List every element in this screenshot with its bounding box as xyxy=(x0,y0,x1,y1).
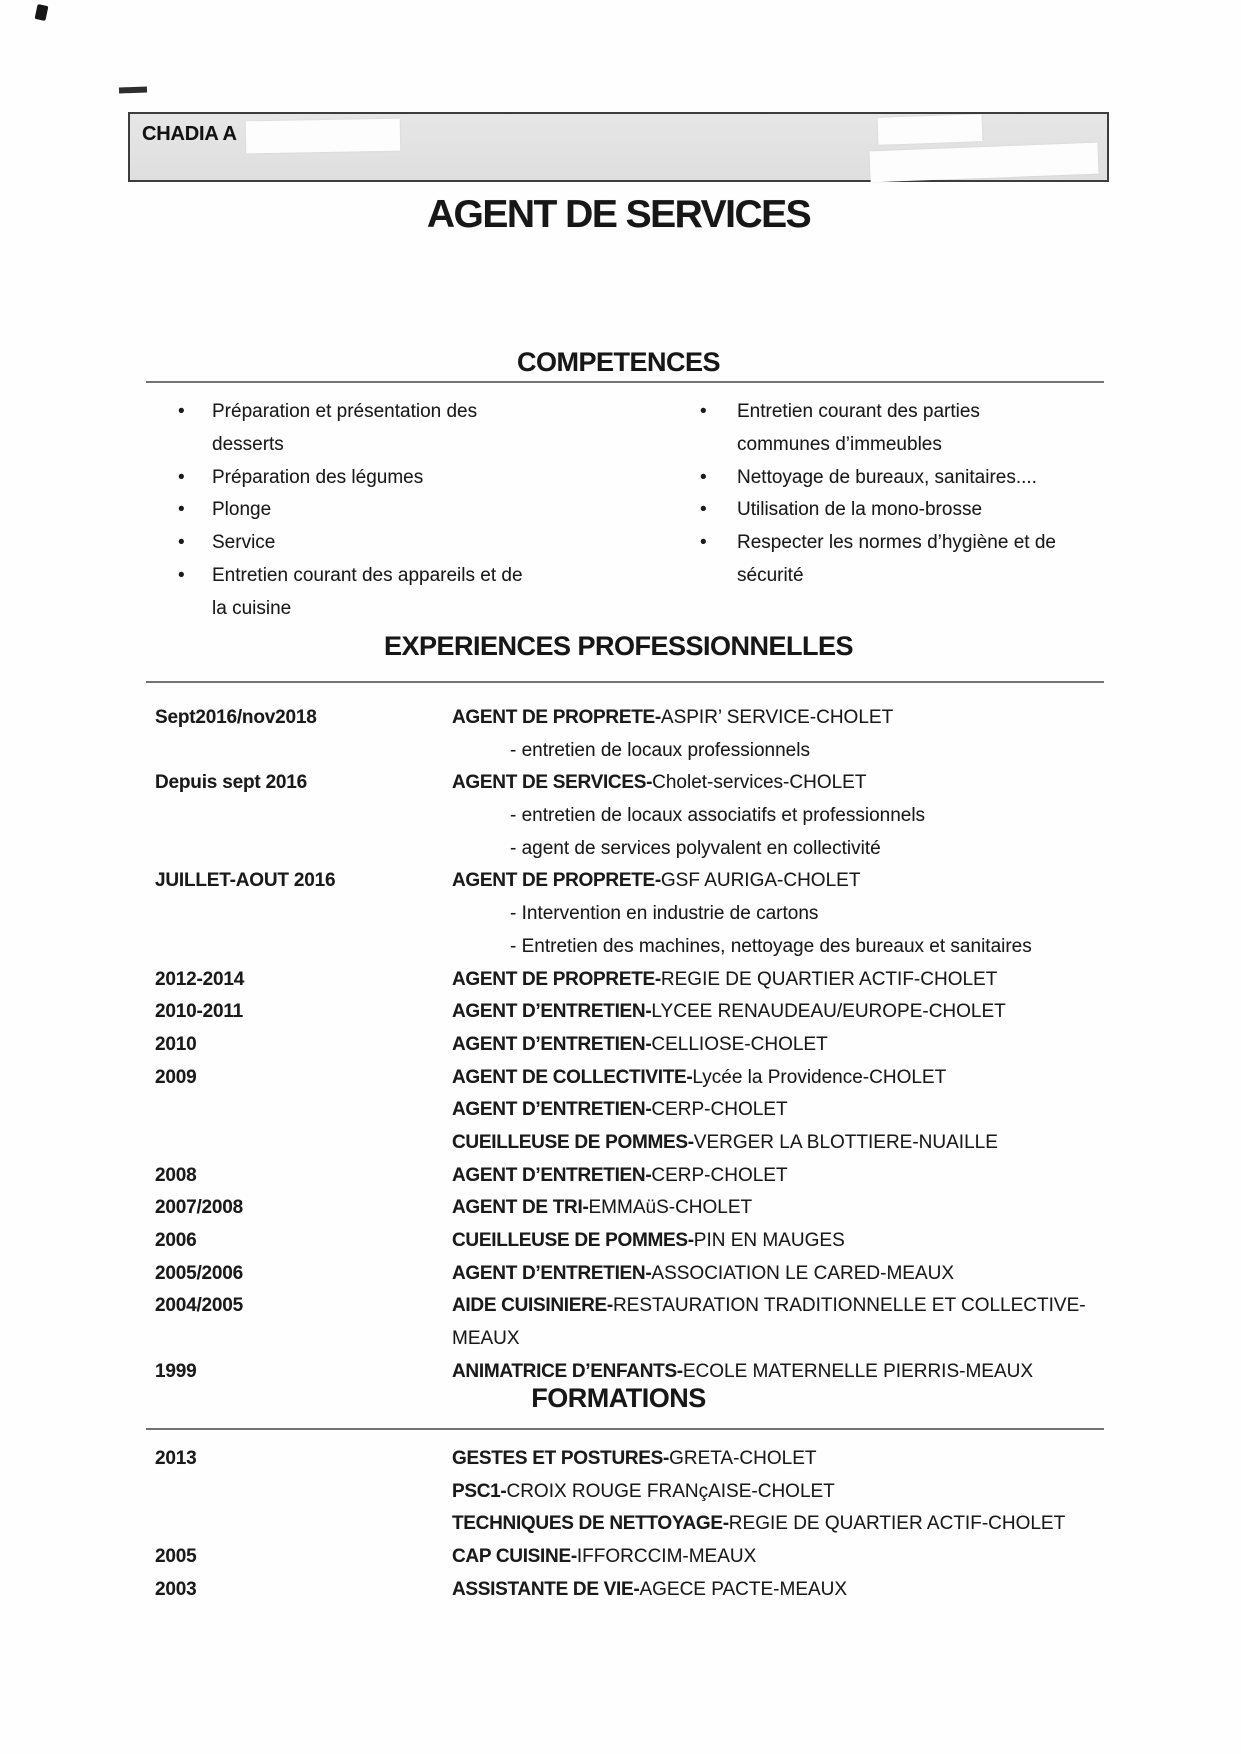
list-item xyxy=(178,494,537,527)
experience-date xyxy=(155,833,452,866)
experience-description xyxy=(452,996,1107,1029)
section-divider xyxy=(146,1428,1104,1430)
job-title: CUEILLEUSE DE POMMES- xyxy=(452,1131,694,1153)
job-detail: - agent de services polyvalent en collectivité xyxy=(510,837,881,859)
formation-row xyxy=(155,1476,1107,1509)
competence-text: • Entretien courant des parties communes d’immeubles xyxy=(737,401,980,455)
redaction-box xyxy=(869,143,1098,183)
job-organization: ASPIR’ SERVICE-CHOLET xyxy=(660,707,894,728)
section-heading-experiences: EXPERIENCES PROFESSIONNELLES xyxy=(383,631,854,661)
experience-date xyxy=(155,1094,452,1127)
job-title: AGENT D’ENTRETIEN- xyxy=(452,1262,652,1284)
experience-row xyxy=(155,1029,1107,1062)
section-divider xyxy=(146,681,1104,683)
experience-date: 2012-2014 xyxy=(155,968,245,990)
job-organization: CELLIOSE-CHOLET xyxy=(651,1033,828,1055)
experience-row xyxy=(155,1192,1107,1225)
experience-description xyxy=(452,833,1107,866)
candidate-name: CHADIA A xyxy=(142,123,237,145)
job-organization: Cholet-services-CHOLET xyxy=(652,772,867,794)
experience-date: 2010 xyxy=(155,1033,197,1055)
job-title: AGENT DE SERVICES- xyxy=(452,772,653,794)
competence-text: • Préparation et présentation des desserts xyxy=(212,401,478,455)
experience-description xyxy=(452,1029,1107,1062)
list-item xyxy=(700,494,1067,527)
job-title: AGENT D’ENTRETIEN- xyxy=(452,1001,652,1023)
job-organization: VERGER LA BLOTTIERE-NUAILLE xyxy=(693,1131,998,1153)
formation-description xyxy=(452,1443,1107,1476)
job-title: AGENT DE TRI- xyxy=(452,1197,589,1219)
experience-description xyxy=(452,1192,1107,1225)
experience-row xyxy=(155,800,1107,833)
job-title: AGENT DE PROPRETE- xyxy=(452,870,661,892)
experience-date: Sept2016/nov2018 xyxy=(155,707,317,728)
experience-description xyxy=(452,865,1107,898)
job-organization: EMMAüS-CHOLET xyxy=(588,1197,753,1219)
job-organization: ASSOCIATION LE CARED-MEAUX xyxy=(651,1262,955,1284)
experience-row xyxy=(155,735,1107,768)
experience-row xyxy=(155,898,1107,931)
formation-date xyxy=(155,1476,452,1509)
section-divider xyxy=(146,381,1104,383)
formation-description xyxy=(452,1574,1107,1607)
formation-title: TECHNIQUES DE NETTOYAGE- xyxy=(452,1513,729,1535)
job-title: AGENT DE PROPRETE- xyxy=(452,707,661,728)
experience-row xyxy=(155,964,1107,997)
experience-date: 2009 xyxy=(155,1066,197,1088)
experience-description xyxy=(452,1258,1107,1291)
list-item xyxy=(178,396,537,462)
experience-date xyxy=(155,800,452,833)
experience-row xyxy=(155,931,1107,964)
experience-row xyxy=(155,767,1107,800)
job-title: AGENT DE PROPRETE- xyxy=(452,968,661,990)
experiences-table xyxy=(155,702,1107,1388)
experience-date xyxy=(155,1127,452,1160)
experience-row xyxy=(155,1062,1107,1095)
experience-description xyxy=(452,931,1107,964)
page-title: AGENT DE SERVICES xyxy=(426,193,811,236)
formation-organization: CROIX ROUGE FRANçAISE-CHOLET xyxy=(506,1480,835,1502)
experience-date xyxy=(155,735,452,768)
formation-title: PSC1- xyxy=(452,1480,507,1502)
experience-row xyxy=(155,1258,1107,1291)
formation-row xyxy=(155,1508,1107,1541)
experience-date: 2005/2006 xyxy=(155,1262,244,1284)
experience-row xyxy=(155,702,1107,735)
formation-date: 2013 xyxy=(155,1448,197,1469)
experience-date: JUILLET-AOUT 2016 xyxy=(155,870,336,892)
experience-description xyxy=(452,1225,1107,1258)
competence-text: • Nettoyage de bureaux, sanitaires.... xyxy=(737,466,1037,488)
job-organization: RESTAURATION TRADITIONNELLE ET COLLECTIVE- xyxy=(612,1295,1086,1317)
experience-row xyxy=(155,996,1107,1029)
job-detail: - Intervention en industrie de cartons xyxy=(510,903,819,925)
formation-title: GESTES ET POSTURES- xyxy=(452,1448,670,1469)
list-item xyxy=(700,462,1067,495)
competence-text: • Utilisation de la mono-brosse xyxy=(737,499,983,521)
job-title: AGENT D’ENTRETIEN- xyxy=(452,1164,652,1186)
job-title: ANIMATRICE D’ENFANTS- xyxy=(452,1360,683,1382)
formations-table xyxy=(155,1443,1107,1606)
experience-description xyxy=(452,767,1107,800)
experience-row xyxy=(155,1127,1107,1160)
formation-description xyxy=(452,1508,1107,1541)
experience-description xyxy=(452,898,1107,931)
scan-artifact xyxy=(35,4,49,21)
experience-description xyxy=(452,735,1107,768)
formation-date xyxy=(155,1508,452,1541)
job-organization: LYCEE RENAUDEAU/EUROPE-CHOLET xyxy=(651,1001,1006,1023)
experience-description xyxy=(452,1062,1107,1095)
experience-row xyxy=(155,1094,1107,1127)
experience-date: Depuis sept 2016 xyxy=(155,772,308,794)
job-title: AGENT D’ENTRETIEN- xyxy=(452,1099,652,1121)
experience-date: 2006 xyxy=(155,1230,197,1251)
job-organization: ECOLE MATERNELLE PIERRIS-MEAUX xyxy=(682,1360,1034,1382)
experience-description xyxy=(452,964,1107,997)
formation-description xyxy=(452,1541,1107,1574)
list-item xyxy=(178,560,537,626)
redaction-box xyxy=(878,114,983,145)
competence-text: • Plonge xyxy=(212,499,272,521)
job-detail: - entretien de locaux professionnels xyxy=(510,739,810,761)
section-heading-competences: COMPETENCES xyxy=(516,347,721,377)
formation-row xyxy=(155,1574,1107,1607)
experience-row xyxy=(155,1160,1107,1193)
experience-date xyxy=(155,898,452,931)
experience-date: 1999 xyxy=(155,1360,197,1382)
experience-description xyxy=(452,702,1107,735)
experience-description xyxy=(452,1290,1107,1323)
formation-title: ASSISTANTE DE VIE- xyxy=(452,1578,640,1600)
list-item xyxy=(178,527,537,560)
experience-row xyxy=(155,833,1107,866)
redaction-box xyxy=(246,119,401,154)
job-title: AGENT D’ENTRETIEN- xyxy=(452,1033,652,1055)
experience-date: 2010-2011 xyxy=(155,1001,244,1023)
experience-date: 2008 xyxy=(155,1164,197,1186)
job-organization: REGIE DE QUARTIER ACTIF-CHOLET xyxy=(660,968,998,990)
job-detail: - entretien de locaux associatifs et professionnels xyxy=(510,805,926,827)
experience-description xyxy=(452,1127,1107,1160)
section-heading-formations: FORMATIONS xyxy=(531,1383,706,1413)
experience-date xyxy=(155,1323,452,1356)
formation-organization: AGECE PACTE-MEAUX xyxy=(639,1578,848,1600)
experience-date: 2007/2008 xyxy=(155,1197,244,1219)
competences-list-right xyxy=(700,396,1067,593)
formation-row xyxy=(155,1443,1107,1476)
experience-description xyxy=(452,1094,1107,1127)
experience-description xyxy=(452,800,1107,833)
job-organization: CERP-CHOLET xyxy=(651,1099,788,1121)
competences-list-left xyxy=(178,396,537,626)
job-detail: - Entretien des machines, nettoyage des bureaux et sanitaires xyxy=(510,935,1032,957)
experience-description xyxy=(452,1160,1107,1193)
experience-date: 2004/2005 xyxy=(155,1295,244,1317)
list-item xyxy=(178,462,537,495)
experience-row xyxy=(155,865,1107,898)
formation-organization: GRETA-CHOLET xyxy=(669,1448,817,1469)
job-organization: MEAUX xyxy=(452,1328,520,1350)
formation-row xyxy=(155,1541,1107,1574)
job-organization: Lycée la Providence-CHOLET xyxy=(692,1066,947,1088)
experience-row xyxy=(155,1225,1107,1258)
list-item xyxy=(700,396,1067,462)
header-bar xyxy=(128,112,1109,182)
formation-organization: IFFORCCIM-MEAUX xyxy=(576,1546,757,1568)
competence-text: • Service xyxy=(212,532,276,554)
experience-row xyxy=(155,1290,1107,1323)
job-organization: PIN EN MAUGES xyxy=(693,1230,845,1251)
formation-organization: REGIE DE QUARTIER ACTIF-CHOLET xyxy=(728,1513,1066,1535)
formation-date: 2005 xyxy=(155,1546,197,1568)
experience-description xyxy=(452,1323,1107,1356)
formation-date: 2003 xyxy=(155,1578,197,1600)
formation-title: CAP CUISINE- xyxy=(452,1546,577,1568)
job-title: CUEILLEUSE DE POMMES- xyxy=(452,1230,694,1251)
scan-artifact xyxy=(119,87,147,94)
formation-description xyxy=(452,1476,1107,1509)
competence-text: • Respecter les normes d’hygiène et de sécurité xyxy=(737,532,1056,586)
job-title: AGENT DE COLLECTIVITE- xyxy=(452,1066,693,1088)
job-organization: GSF AURIGA-CHOLET xyxy=(660,870,861,892)
job-title: AIDE CUISINIERE- xyxy=(452,1295,613,1317)
experience-row xyxy=(155,1323,1107,1356)
competence-text: • Préparation des légumes xyxy=(212,466,424,488)
job-organization: CERP-CHOLET xyxy=(651,1164,788,1186)
list-item xyxy=(700,527,1067,593)
competence-text: • Entretien courant des appareils et de la cuisine xyxy=(212,564,523,619)
experience-date xyxy=(155,931,452,964)
